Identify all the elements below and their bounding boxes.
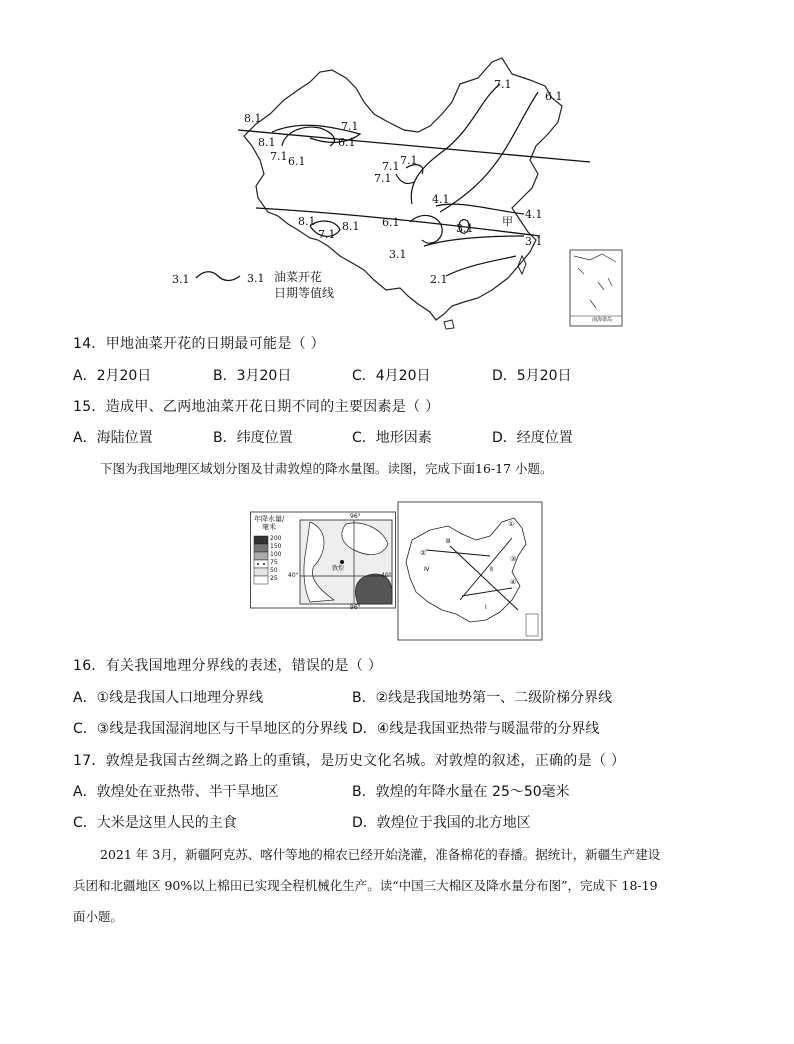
q15-option-c[interactable]: C．地形因素 xyxy=(352,430,432,446)
legend-title-line2: 日期等值线 xyxy=(274,286,335,300)
line-label-4: ④ xyxy=(510,578,517,586)
isoline xyxy=(411,84,500,204)
legend-label-right: 3.1 xyxy=(247,272,265,285)
isoline-label: 6.1 xyxy=(382,216,400,229)
inset-caption: 南海诸岛 xyxy=(592,317,613,323)
regions-inset xyxy=(526,614,538,636)
isoline-label: 8.1 xyxy=(342,220,360,233)
precip-legend-title-1: 年降水量/ xyxy=(254,515,285,523)
precip-legend-value: 25 xyxy=(270,575,278,582)
legend-dot xyxy=(263,563,265,565)
isoline-label: 8.1 xyxy=(298,215,316,228)
legend-dot xyxy=(257,563,259,565)
legend-swatch-200 xyxy=(254,536,268,544)
isoline xyxy=(440,92,538,212)
line-label-1: ① xyxy=(508,520,515,528)
isoline-label: 6.1 xyxy=(288,155,306,168)
lon-label-bottom: 96° xyxy=(350,604,361,611)
intro-18-19-line1: 2021 年 3月，新疆阿克苏、喀什等地的棉农已经开始浇灌，准备棉花的春播。据统计，新疆生产建设 xyxy=(100,847,661,862)
legend-isoline-sample xyxy=(196,272,240,281)
lat-label-left: 40° xyxy=(288,572,299,579)
south-china-sea-inset xyxy=(570,250,622,326)
q17-option-c[interactable]: C．大米是这里人民的主食 xyxy=(73,815,237,831)
legend-label-left: 3.1 xyxy=(172,273,190,286)
q14-option-b[interactable]: B．3月20日 xyxy=(213,368,292,384)
q15-option-b[interactable]: B．纬度位置 xyxy=(213,430,293,446)
isoline xyxy=(446,256,516,276)
hainan-outline xyxy=(444,320,454,329)
isoline-label: 7.1 xyxy=(494,78,512,91)
line-label-2: ② xyxy=(420,549,427,557)
isoline-label: 7.1 xyxy=(382,160,400,173)
q17-option-a[interactable]: A．敦煌处在亚热带、半干旱地区 xyxy=(73,784,279,800)
legend-swatch-150 xyxy=(254,544,268,552)
line-label-3: ③ xyxy=(510,555,517,563)
q17-option-b[interactable]: B．敦煌的年降水量在 25～50毫米 xyxy=(352,784,570,800)
q14-option-c[interactable]: C．4月20日 xyxy=(352,368,431,384)
isoline-label: 4.1 xyxy=(525,208,543,221)
region-label-2: Ⅱ xyxy=(490,566,493,573)
q15-option-d[interactable]: D．经度位置 xyxy=(492,430,573,446)
precip-legend-value: 100 xyxy=(270,551,282,558)
q16-option-a[interactable]: A．①线是我国人口地理分界线 xyxy=(73,690,264,706)
intro-16-17: 下图为我国地理区域划分图及甘肃敦煌的降水量图。读图，完成下面16-17 小题。 xyxy=(100,461,553,476)
q17-option-d[interactable]: D．敦煌位于我国的北方地区 xyxy=(352,815,531,831)
isoline-label: 6.1 xyxy=(545,90,563,103)
precip-legend-value: 75 xyxy=(270,559,278,566)
legend-swatch-50 xyxy=(254,568,268,576)
isoline xyxy=(410,215,442,243)
legend-title-line1: 油菜开花 xyxy=(274,270,323,284)
dunhuang-label: 敦煌 xyxy=(332,565,345,572)
question-14-stem: 14．甲地油菜开花的日期最可能是（ ） xyxy=(73,336,325,352)
lon-label-top: 96° xyxy=(350,513,361,520)
isoline-label: 8.1 xyxy=(258,136,276,149)
region-label-3: Ⅲ xyxy=(446,538,451,545)
isoline xyxy=(424,236,524,246)
isoline-label: 8.1 xyxy=(244,112,262,125)
isoline-label: 6.1 xyxy=(338,136,356,149)
q16-option-b[interactable]: B．②线是我国地势第一、二级阶梯分界线 xyxy=(352,690,613,706)
region-label-1: Ⅰ xyxy=(485,604,487,611)
isoline-label: 7.1 xyxy=(318,228,336,241)
precip-legend-value: 200 xyxy=(270,535,282,542)
q14-option-a[interactable]: A．2月20日 xyxy=(73,368,152,384)
isoline xyxy=(396,174,414,184)
q14-option-d[interactable]: D．5月20日 xyxy=(492,368,572,384)
isoline-label: 7.1 xyxy=(374,172,392,185)
q15-option-a[interactable]: A．海陆位置 xyxy=(73,430,153,446)
question-16-stem: 16．有关我国地理分界线的表述，错误的是（ ） xyxy=(73,658,383,674)
q16-option-d[interactable]: D．④线是我国亚热带与暖温带的分界线 xyxy=(352,721,600,737)
isoline-label: 2.1 xyxy=(430,273,448,286)
legend-swatch-100 xyxy=(254,552,268,560)
region-label-4: Ⅳ xyxy=(424,566,430,573)
q16-option-c[interactable]: C．③线是我国湿润地区与干旱地区的分界线 xyxy=(73,721,348,737)
precip-legend-value: 150 xyxy=(270,543,282,550)
isoline-label: 7.1 xyxy=(270,150,288,163)
intro-18-19-line3: 面小题。 xyxy=(73,909,124,924)
legend-swatch-75 xyxy=(254,560,268,568)
isoline-label: 7.1 xyxy=(400,154,418,167)
intro-18-19-line2: 兵团和北疆地区 90%以上棉田已实现全程机械化生产。读“中国三大棉区及降水量分布图”，完成下 18-19 xyxy=(73,878,658,893)
isoline-label: 7.1 xyxy=(341,120,359,133)
question-15-stem: 15．造成甲、乙两地油菜开花日期不同的主要因素是（ ） xyxy=(73,399,440,415)
isoline-label: 3.1 xyxy=(525,235,543,248)
isoline-label: 3.1 xyxy=(389,248,407,261)
isoline-label: 4.1 xyxy=(432,193,450,206)
regions-panel-frame xyxy=(398,502,542,640)
legend-swatch-25 xyxy=(254,576,268,584)
question-17-stem: 17．敦煌是我国古丝绸之路上的重镇，是历史文化名城。对敦煌的叙述，正确的是（ ） xyxy=(73,753,626,769)
precip-legend-value: 50 xyxy=(270,567,278,574)
lat-label-right: 40° xyxy=(381,572,392,579)
place-label-jia: 甲 xyxy=(502,215,513,228)
rapeseed-isoline-map xyxy=(160,50,660,330)
precip-legend-title-2: 毫米 xyxy=(262,523,276,531)
isoline-label: 3.1 xyxy=(456,222,474,235)
